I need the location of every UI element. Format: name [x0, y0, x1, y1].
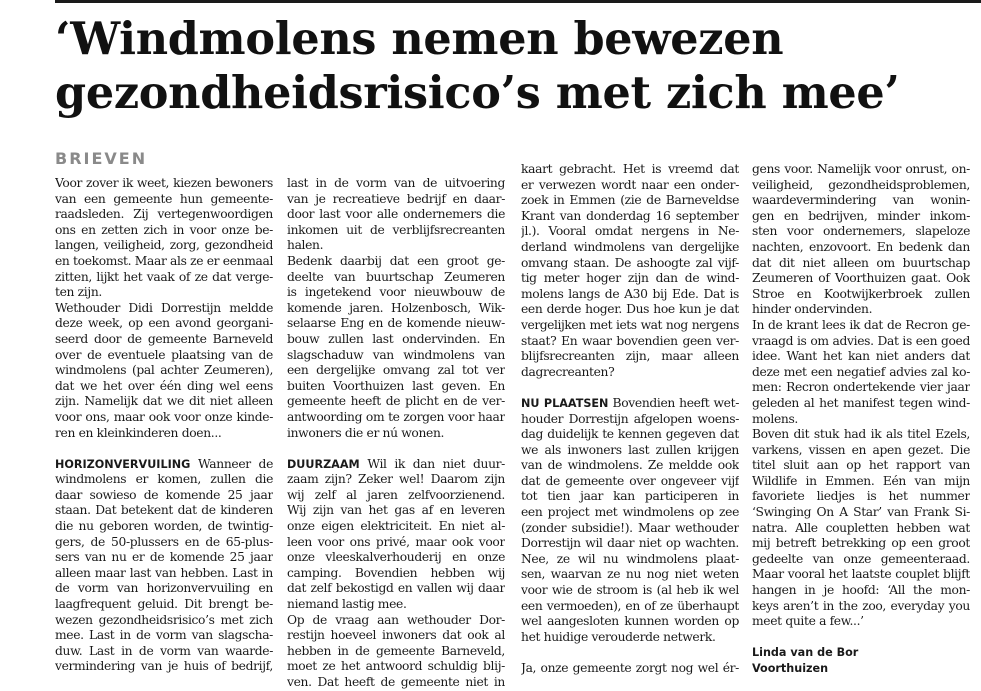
text-line — [752, 256, 970, 272]
text-line — [287, 285, 505, 301]
text-run: over de eventuele plaatsing van de — [55, 347, 273, 362]
text-run: (zonder subsidie!). Maar wethouder — [521, 520, 739, 535]
text-line — [287, 316, 505, 332]
text-line — [521, 302, 739, 318]
text-run: inwoners die er nú wonen. — [287, 425, 445, 440]
text-line — [521, 256, 739, 272]
text-run: natra. Alle coupletten hebben wat — [752, 520, 970, 535]
signature: Linda van de Bor — [752, 646, 859, 660]
text-line — [287, 301, 505, 317]
text-run: Stroe en Kootwijkerbroek zullen — [752, 286, 970, 301]
text-line — [521, 536, 739, 552]
text-run: onze eigen elektriciteit. En niet al- — [287, 519, 505, 534]
text-run: varkens, vissen en apen gezet. Die — [752, 442, 970, 457]
text-line — [521, 193, 739, 209]
text-run: hebben in de gemeente Barneveld, — [287, 643, 505, 658]
text-line — [521, 240, 739, 256]
text-run: Wij zijn van het gas af en leveren — [287, 503, 505, 518]
text-line — [752, 302, 970, 318]
paragraph-gap — [521, 645, 739, 661]
text-run: Boven dit stuk had ik als titel Ezels, — [752, 427, 970, 442]
text-run: windmolens (pal achter Zeumeren), — [55, 363, 273, 378]
text-line — [287, 503, 505, 519]
text-line — [55, 628, 273, 644]
text-run: raadsleden. Zij vertegenwoordigen — [55, 207, 273, 222]
text-run: last in de vorm van de uitvoering — [287, 176, 505, 190]
text-run: staat? En waar bovendien geen ver- — [521, 333, 739, 348]
text-line — [55, 363, 273, 379]
text-run: vermindering van je huis of bedrijf, — [55, 659, 273, 674]
text-line — [752, 271, 970, 287]
text-run: staan. Dat betekent dat de kinderen — [55, 503, 273, 518]
text-line — [521, 334, 739, 350]
text-run: voor wie de stroom is (al heb ik wel — [521, 583, 739, 598]
text-run: In de krant lees ik dat de Recron ge- — [752, 317, 970, 332]
text-run: seerd door de gemeente Barneveld — [55, 331, 273, 346]
text-run: Ja, onze gemeente zorgt nog wel ér- — [521, 661, 739, 675]
text-run: dag duidelijk te kennen gegeven dat — [521, 427, 739, 442]
article-column-3 — [521, 162, 739, 677]
text-run: molens. — [752, 411, 798, 426]
text-run: omvang staan. De ashoogte zal vijf- — [521, 255, 739, 270]
signature: Voorthuizen — [752, 662, 829, 675]
text-run: inkomen uit de verblijfsrecreanten — [287, 222, 505, 237]
text-line — [752, 521, 970, 537]
text-line — [752, 224, 970, 240]
text-run: niemand lastig mee. — [287, 597, 407, 612]
article-column-4 — [752, 162, 970, 677]
text-line — [55, 192, 273, 208]
text-run: kaart gebracht. Het is vreemd dat — [521, 162, 739, 176]
text-run: molens langs de A30 bij Ede. Dat is — [521, 286, 739, 301]
text-line — [752, 474, 970, 490]
text-run: duw. Last in de vorm van waarde- — [55, 643, 273, 658]
text-run: camping. Bovendien hebben wij — [287, 565, 505, 580]
text-line — [55, 348, 273, 364]
text-line — [55, 410, 273, 426]
text-line — [752, 661, 970, 677]
text-line — [55, 270, 273, 286]
text-run: sen, waarvan ze nu nog niet weten — [521, 567, 739, 582]
text-run: langen, veiligheid, zorg, gezondheid — [55, 238, 273, 253]
subheading: DUURZAAM — [287, 457, 360, 471]
text-run: bouw zullen last ondervinden. En — [287, 331, 505, 346]
text-run: wezen gezondheidsrisico’s met zich — [55, 612, 273, 627]
text-line — [55, 503, 273, 519]
top-rule — [55, 0, 981, 3]
text-run: jl.). Vooral omdat nergens in Ne- — [521, 224, 739, 239]
text-line — [55, 238, 273, 254]
text-run: van de windmolens. Ze meldde ook — [521, 458, 739, 473]
text-run: Krant van donderdag 16 september — [521, 208, 739, 223]
text-run: derland windmolens van dergelijke — [521, 239, 739, 254]
text-line — [55, 301, 273, 317]
text-line — [521, 661, 739, 677]
text-line — [752, 162, 970, 178]
text-run: zitten, lijkt het vaak of ze dat verge- — [55, 269, 273, 284]
text-line — [55, 316, 273, 332]
text-run: het huidige verouderde netwerk. — [521, 629, 716, 644]
text-line — [521, 614, 739, 630]
text-line — [521, 474, 739, 490]
text-run: een vermoeden), en of ze überhaupt — [521, 598, 739, 613]
text-line — [55, 379, 273, 395]
text-run: slagschaduw van windmolens van — [287, 347, 505, 362]
text-line — [521, 552, 739, 568]
text-line — [287, 176, 505, 192]
text-line — [521, 599, 739, 615]
text-line — [752, 334, 970, 350]
text-run: Bovendien heeft wet- — [608, 395, 739, 410]
text-line — [752, 412, 970, 428]
text-line — [521, 287, 739, 303]
headline-line-1: ‘Windmolens nemen bewezen — [55, 13, 784, 65]
text-run: houder Dorrestijn afgelopen woens- — [521, 411, 739, 426]
text-line — [752, 349, 970, 365]
text-line — [55, 581, 273, 597]
text-line — [752, 443, 970, 459]
text-line — [55, 176, 273, 192]
text-run: mij betreft betrekking op een groot — [752, 536, 970, 551]
text-line — [55, 488, 273, 504]
text-run: buiten Voorthuizen last geven. En — [287, 378, 505, 393]
text-run: Voor zover ik weet, kiezen bewoners — [55, 176, 273, 190]
text-run: gens voor. Namelijk voor onrust, on- — [752, 162, 970, 176]
text-line — [521, 458, 739, 474]
text-run: Bedenk daarbij dat een groot ge- — [287, 253, 505, 268]
text-line — [287, 488, 505, 504]
text-run: windmolens er komen, zullen die — [55, 472, 273, 487]
text-run: zijn. Namelijk dat we dit niet alleen — [55, 394, 273, 409]
text-run: moet ze het antwoord schuldig blij- — [287, 659, 505, 674]
text-line — [55, 223, 273, 239]
text-line — [752, 427, 970, 443]
paragraph-gap — [55, 441, 273, 457]
text-run: wij zelf al jaren zelfvoorzienend. — [287, 487, 505, 502]
text-run: ven. Dat heeft de gemeente niet in — [287, 675, 505, 689]
text-run: een dergelijke omvang zal tot ver — [287, 363, 505, 378]
text-run: dat we het over één ding wel eens — [55, 378, 273, 393]
text-run: laagfrequent geluid. Dit brengt be- — [55, 597, 273, 612]
text-run: Wethouder Didi Dorrestijn meldde — [55, 300, 273, 315]
text-run: van je recreatieve bedrijf en daar- — [287, 191, 505, 206]
text-line — [287, 363, 505, 379]
text-run: een derde hoger. Dus hoe kun je dat — [521, 302, 739, 317]
text-line — [287, 379, 505, 395]
text-line — [752, 489, 970, 505]
text-line — [287, 581, 505, 597]
text-line — [287, 207, 505, 223]
text-run: Zeumeren of Voorthuizen gaat. Ook — [752, 271, 970, 286]
text-line — [55, 535, 273, 551]
text-line — [752, 209, 970, 225]
text-run: gedeelte van onze gemeenteraad. — [752, 551, 970, 566]
text-line — [55, 613, 273, 629]
text-line — [752, 365, 970, 381]
text-run: dat dit niet alleen om buurtschap — [752, 255, 970, 270]
text-line — [752, 552, 970, 568]
text-run: en toekomst. Maar als ze er eenmaal — [55, 253, 273, 268]
text-run: Nee, ze wil nu windmolens plaat- — [521, 551, 739, 566]
text-line — [287, 550, 505, 566]
text-line — [521, 443, 739, 459]
text-run: ten zijn. — [55, 285, 102, 300]
text-line — [55, 644, 273, 660]
text-line — [752, 599, 970, 615]
text-run: meet quite a few...’ — [752, 614, 864, 629]
text-run: voor ons, maar ook voor onze kinde- — [55, 409, 273, 424]
text-run: daar sowieso de komende 25 jaar — [55, 487, 273, 502]
text-line — [55, 519, 273, 535]
text-run: Dorrestijn wil daar niet op wachten. — [521, 536, 739, 551]
text-run: sers van nu er de komende 25 jaar — [55, 550, 273, 565]
text-run: men: Recron ondertekende vier jaar — [752, 380, 970, 395]
subheading: HORIZONVERVUILING — [55, 457, 191, 471]
text-run: vraagd is om advies. Dat is een goed — [752, 333, 970, 348]
text-line — [752, 178, 970, 194]
text-line — [287, 535, 505, 551]
text-line — [521, 521, 739, 537]
text-line — [521, 567, 739, 583]
text-line — [55, 207, 273, 223]
text-run: dat zelf bekostigd en vallen wij daar — [287, 581, 505, 596]
text-line — [287, 394, 505, 410]
text-run: blijfsrecreanten zijn, maar alleen — [521, 349, 739, 364]
text-run: gen en bedrijven, minder inkom- — [752, 208, 970, 223]
text-line — [521, 224, 739, 240]
text-line — [55, 332, 273, 348]
text-line — [287, 675, 505, 691]
text-line — [287, 238, 505, 254]
text-line — [521, 365, 739, 381]
text-line — [287, 519, 505, 535]
text-line — [521, 271, 739, 287]
text-run: gers, de 50-plussers en de 65-plus- — [55, 534, 273, 549]
text-line — [521, 427, 739, 443]
text-run: deze met een negatief advies zal ko- — [752, 364, 970, 379]
text-line — [521, 396, 739, 412]
text-line — [752, 287, 970, 303]
text-run: halen. — [287, 238, 324, 253]
headline-line-2: gezondheidsrisico’s met zich mee’ — [55, 67, 900, 119]
text-run: er verwezen wordt naar een onder- — [521, 177, 739, 192]
text-line — [521, 162, 739, 178]
text-line — [287, 270, 505, 286]
text-line — [287, 332, 505, 348]
text-line — [521, 209, 739, 225]
text-run: hangen in je hoofd: ‘All the mon- — [752, 583, 970, 598]
text-line — [287, 566, 505, 582]
text-run: onze vleeskalverhouderij en onze — [287, 550, 505, 565]
text-run: deelte van buurtschap Zeumeren — [287, 269, 505, 284]
text-run: restijn hoeveel inwoners dat ook al — [287, 628, 505, 643]
text-run: ons en zetten zich in voor onze be- — [55, 222, 273, 237]
text-run: Maar vooral het laatste couplet blijft — [752, 567, 970, 582]
text-line — [752, 567, 970, 583]
paragraph-gap — [287, 441, 505, 457]
text-line — [521, 349, 739, 365]
text-run: waardevermindering van wonin- — [752, 193, 970, 208]
paragraph-gap — [752, 630, 970, 646]
text-run: alleen maar last van hebben. Last in — [55, 565, 273, 580]
text-run: we als inwoners last zullen krijgen — [521, 442, 739, 457]
text-run: geleden al het manifest tegen wind- — [752, 395, 970, 410]
text-line — [287, 426, 505, 442]
text-line — [287, 644, 505, 660]
text-run: nachten, enzovoort. En bedenk dan — [752, 239, 970, 254]
headline — [55, 12, 975, 120]
text-run: vergelijken met iets wat nog nergens — [521, 317, 739, 332]
text-run: sten voor ondernemers, slapeloze — [752, 224, 970, 239]
text-run: leen voor ons privé, maar ook voor — [287, 534, 505, 549]
text-run: zaam zijn? Zeker wel! Daarom zijn — [287, 472, 505, 487]
text-line — [521, 505, 739, 521]
text-line — [752, 614, 970, 630]
text-run: Wil ik dan niet duur- — [359, 456, 505, 471]
text-line — [752, 645, 970, 661]
text-run: die nu geboren worden, de twintig- — [55, 519, 273, 534]
text-line — [521, 583, 739, 599]
text-run: dat de gemeente over ongeveer vijf — [521, 473, 739, 488]
text-line — [521, 318, 739, 334]
text-run: gemeente heeft de plicht en de ver- — [287, 394, 505, 409]
text-run: Wanneer de — [190, 456, 273, 471]
text-run: tig meter hoger zijn dan de wind- — [521, 271, 739, 286]
text-run: selaarse Eng en de komende nieuw- — [287, 316, 505, 331]
subheading: NU PLAATSEN — [521, 396, 609, 410]
text-line — [287, 457, 505, 473]
text-run: wel aangesloten kunnen worden op — [521, 614, 739, 629]
text-line — [752, 318, 970, 334]
text-run: is ingetekend voor nieuwbouw de — [287, 285, 505, 300]
text-line — [752, 583, 970, 599]
text-run: veiligheid, gezondheidsproblemen, — [752, 177, 970, 192]
text-run: keys aren’t in the zoo, everyday you — [752, 598, 970, 613]
text-run: titel sluit aan op het rapport van — [752, 458, 970, 473]
paragraph-gap — [521, 380, 739, 396]
text-run: de vorm van horizonvervuiling en — [55, 581, 273, 596]
text-run: tot tien jaar kan participeren in — [521, 489, 739, 504]
text-line — [55, 550, 273, 566]
text-run: zoek in Emmen (zie de Barneveldse — [521, 193, 739, 208]
text-run: ‘Swinging On A Star’ van Frank Si- — [752, 505, 970, 520]
article-column-1 — [55, 176, 273, 675]
text-line — [55, 254, 273, 270]
text-line — [287, 254, 505, 270]
text-line — [287, 410, 505, 426]
text-line — [55, 394, 273, 410]
text-run: idee. Want het kan niet anders dat — [752, 349, 970, 364]
text-line — [752, 505, 970, 521]
text-run: komende jaren. Holzenbosch, Wik- — [287, 300, 505, 315]
text-line — [287, 597, 505, 613]
text-line — [55, 472, 273, 488]
text-run: een project met windmolens op zee — [521, 505, 739, 520]
text-run: door last voor alle ondernemers die — [287, 207, 505, 222]
text-line — [521, 630, 739, 646]
text-line — [55, 566, 273, 582]
text-run: Wildlife in Emmen. Eén van mijn — [752, 473, 970, 488]
text-run: favoriete liedjes is het nummer — [752, 489, 970, 504]
text-line — [752, 240, 970, 256]
text-line — [521, 489, 739, 505]
text-line — [287, 192, 505, 208]
text-line — [752, 458, 970, 474]
text-line — [287, 472, 505, 488]
text-line — [55, 597, 273, 613]
section-label: BRIEVEN — [55, 149, 148, 168]
text-run: antwoording om te zorgen voor haar — [287, 409, 505, 424]
text-line — [55, 426, 273, 442]
text-run: mee. Last in de vorm van slagscha- — [55, 628, 273, 643]
text-line — [752, 193, 970, 209]
text-line — [752, 380, 970, 396]
text-run: dagrecreanten? — [521, 364, 615, 379]
text-run: deze week, op een avond georgani- — [55, 316, 273, 331]
text-line — [287, 613, 505, 629]
text-line — [287, 348, 505, 364]
text-line — [521, 412, 739, 428]
text-line — [287, 628, 505, 644]
article-column-2 — [287, 176, 505, 691]
text-line — [55, 285, 273, 301]
text-run: ren en kleinkinderen doen... — [55, 425, 222, 440]
text-run: hinder ondervinden. — [752, 302, 873, 317]
text-run: Op de vraag aan wethouder Dor- — [287, 612, 505, 627]
text-line — [287, 659, 505, 675]
text-line — [55, 457, 273, 473]
text-line — [287, 223, 505, 239]
text-line — [521, 178, 739, 194]
text-run: van een gemeente hun gemeente- — [55, 191, 273, 206]
text-line — [752, 536, 970, 552]
text-line — [55, 659, 273, 675]
text-line — [752, 396, 970, 412]
